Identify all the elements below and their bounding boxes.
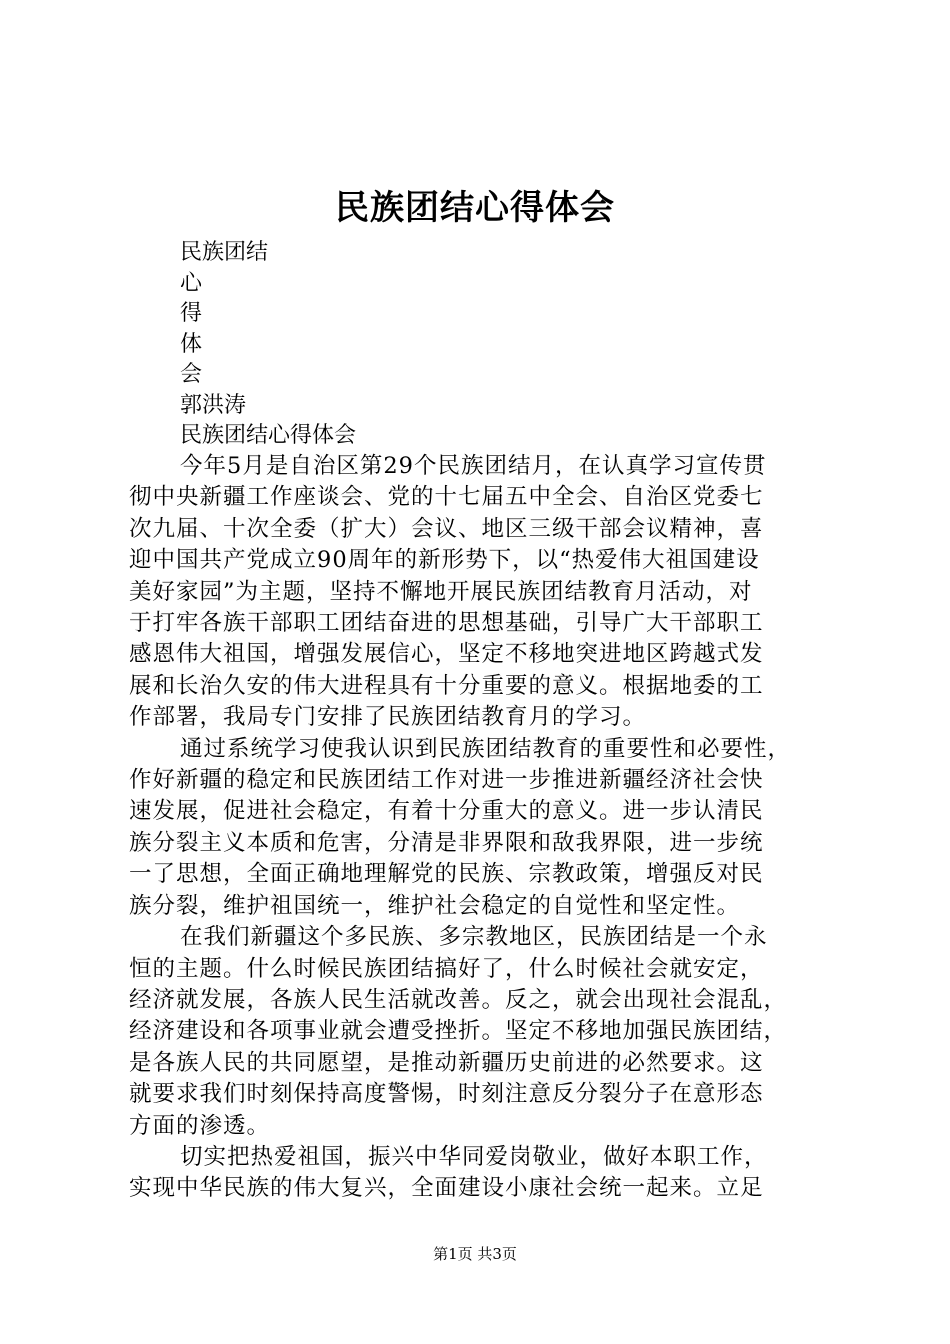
text-line: 彻中央新疆工作座谈会、党的十七届五中全会、自治区党委七 xyxy=(129,484,764,511)
text-line: 在我们新疆这个多民族、多宗教地区，民族团结是一个永 xyxy=(180,924,768,951)
paragraph-4 xyxy=(129,1142,829,1205)
text-line: 经济建设和各项事业就会遭受挫折。坚定不移地加强民族团结， xyxy=(129,1018,788,1045)
heading-line: 得 xyxy=(180,301,203,326)
text-line: 族分裂，维护祖国统一，维护社会稳定的自觉性和坚定性。 xyxy=(129,892,741,919)
paragraph-2 xyxy=(129,734,829,922)
text-line: 经济就发展，各族人民生活就改善。反之，就会出现社会混乱， xyxy=(129,986,788,1013)
text-line: 恒的主题。什么时候民族团结搞好了，什么时候社会就安定， xyxy=(129,955,764,982)
text-line: 切实把热爱祖国，振兴中华同爱岗敬业，做好本职工作， xyxy=(180,1143,768,1170)
text-line: 作部署，我局专门安排了民族团结教育月的学习。 xyxy=(129,704,647,731)
heading-line: 体 xyxy=(180,331,203,357)
heading-line: 民族团结 xyxy=(180,240,269,265)
heading-line: 心 xyxy=(180,270,203,296)
heading-lines xyxy=(180,238,820,452)
text-line: 感恩伟大祖国，增强发展信心，坚定不移地突进地区跨越式发 xyxy=(129,641,764,668)
text-line: 实现中华民族的伟大复兴，全面建设小康社会统一起来。立足 xyxy=(129,1175,764,1202)
paragraph-3 xyxy=(129,922,829,1142)
text-line: 作好新疆的稳定和民族团结工作对进一步推进新疆经济社会快 xyxy=(129,767,764,794)
paragraph-1 xyxy=(129,451,829,734)
document-body xyxy=(129,451,829,1205)
text-line: 就要求我们时刻保持高度警惕，时刻注意反分裂分子在意形态 xyxy=(129,1081,764,1108)
text-line: 今年5月是自治区第29个民族团结月，在认真学习宣传贯 xyxy=(180,453,767,479)
text-line: 是各族人民的共同愿望，是推动新疆历史前进的必然要求。这 xyxy=(129,1049,764,1076)
text-line: 通过系统学习使我认识到民族团结教育的重要性和必要性， xyxy=(180,735,792,762)
author-name: 郭洪涛 xyxy=(180,392,247,418)
page-footer: 第1页 共3页 xyxy=(433,1245,517,1263)
heading-line: 会 xyxy=(180,362,203,387)
text-line: 族分裂主义本质和危害，分清是非界限和敌我界限，进一步统 xyxy=(129,829,764,856)
text-line: 迎中国共产党成立90周年的新形势下，以“热爱伟大祖国建设 xyxy=(129,547,760,574)
document-title: 民族团结心得体会 xyxy=(335,188,615,228)
text-line: 方面的渗透。 xyxy=(129,1112,271,1139)
text-line: 速发展，促进社会稳定，有着十分重大的意义。进一步认清民 xyxy=(129,798,764,825)
subtitle: 民族团结心得体会 xyxy=(180,423,357,448)
text-line: 展和长治久安的伟大进程具有十分重要的意义。根据地委的工 xyxy=(129,672,764,699)
text-line: 次九届、十次全委（扩大）会议、地区三级干部会议精神，喜 xyxy=(129,515,764,542)
text-line: 于打牢各族干部职工团结奋进的思想基础，引导广大干部职工 xyxy=(129,610,764,637)
text-line: 一了思想，全面正确地理解党的民族、宗教政策，增强反对民 xyxy=(129,861,764,888)
text-line: 美好家园”为主题，坚持不懈地开展民族团结教育月活动，对 xyxy=(129,578,753,605)
